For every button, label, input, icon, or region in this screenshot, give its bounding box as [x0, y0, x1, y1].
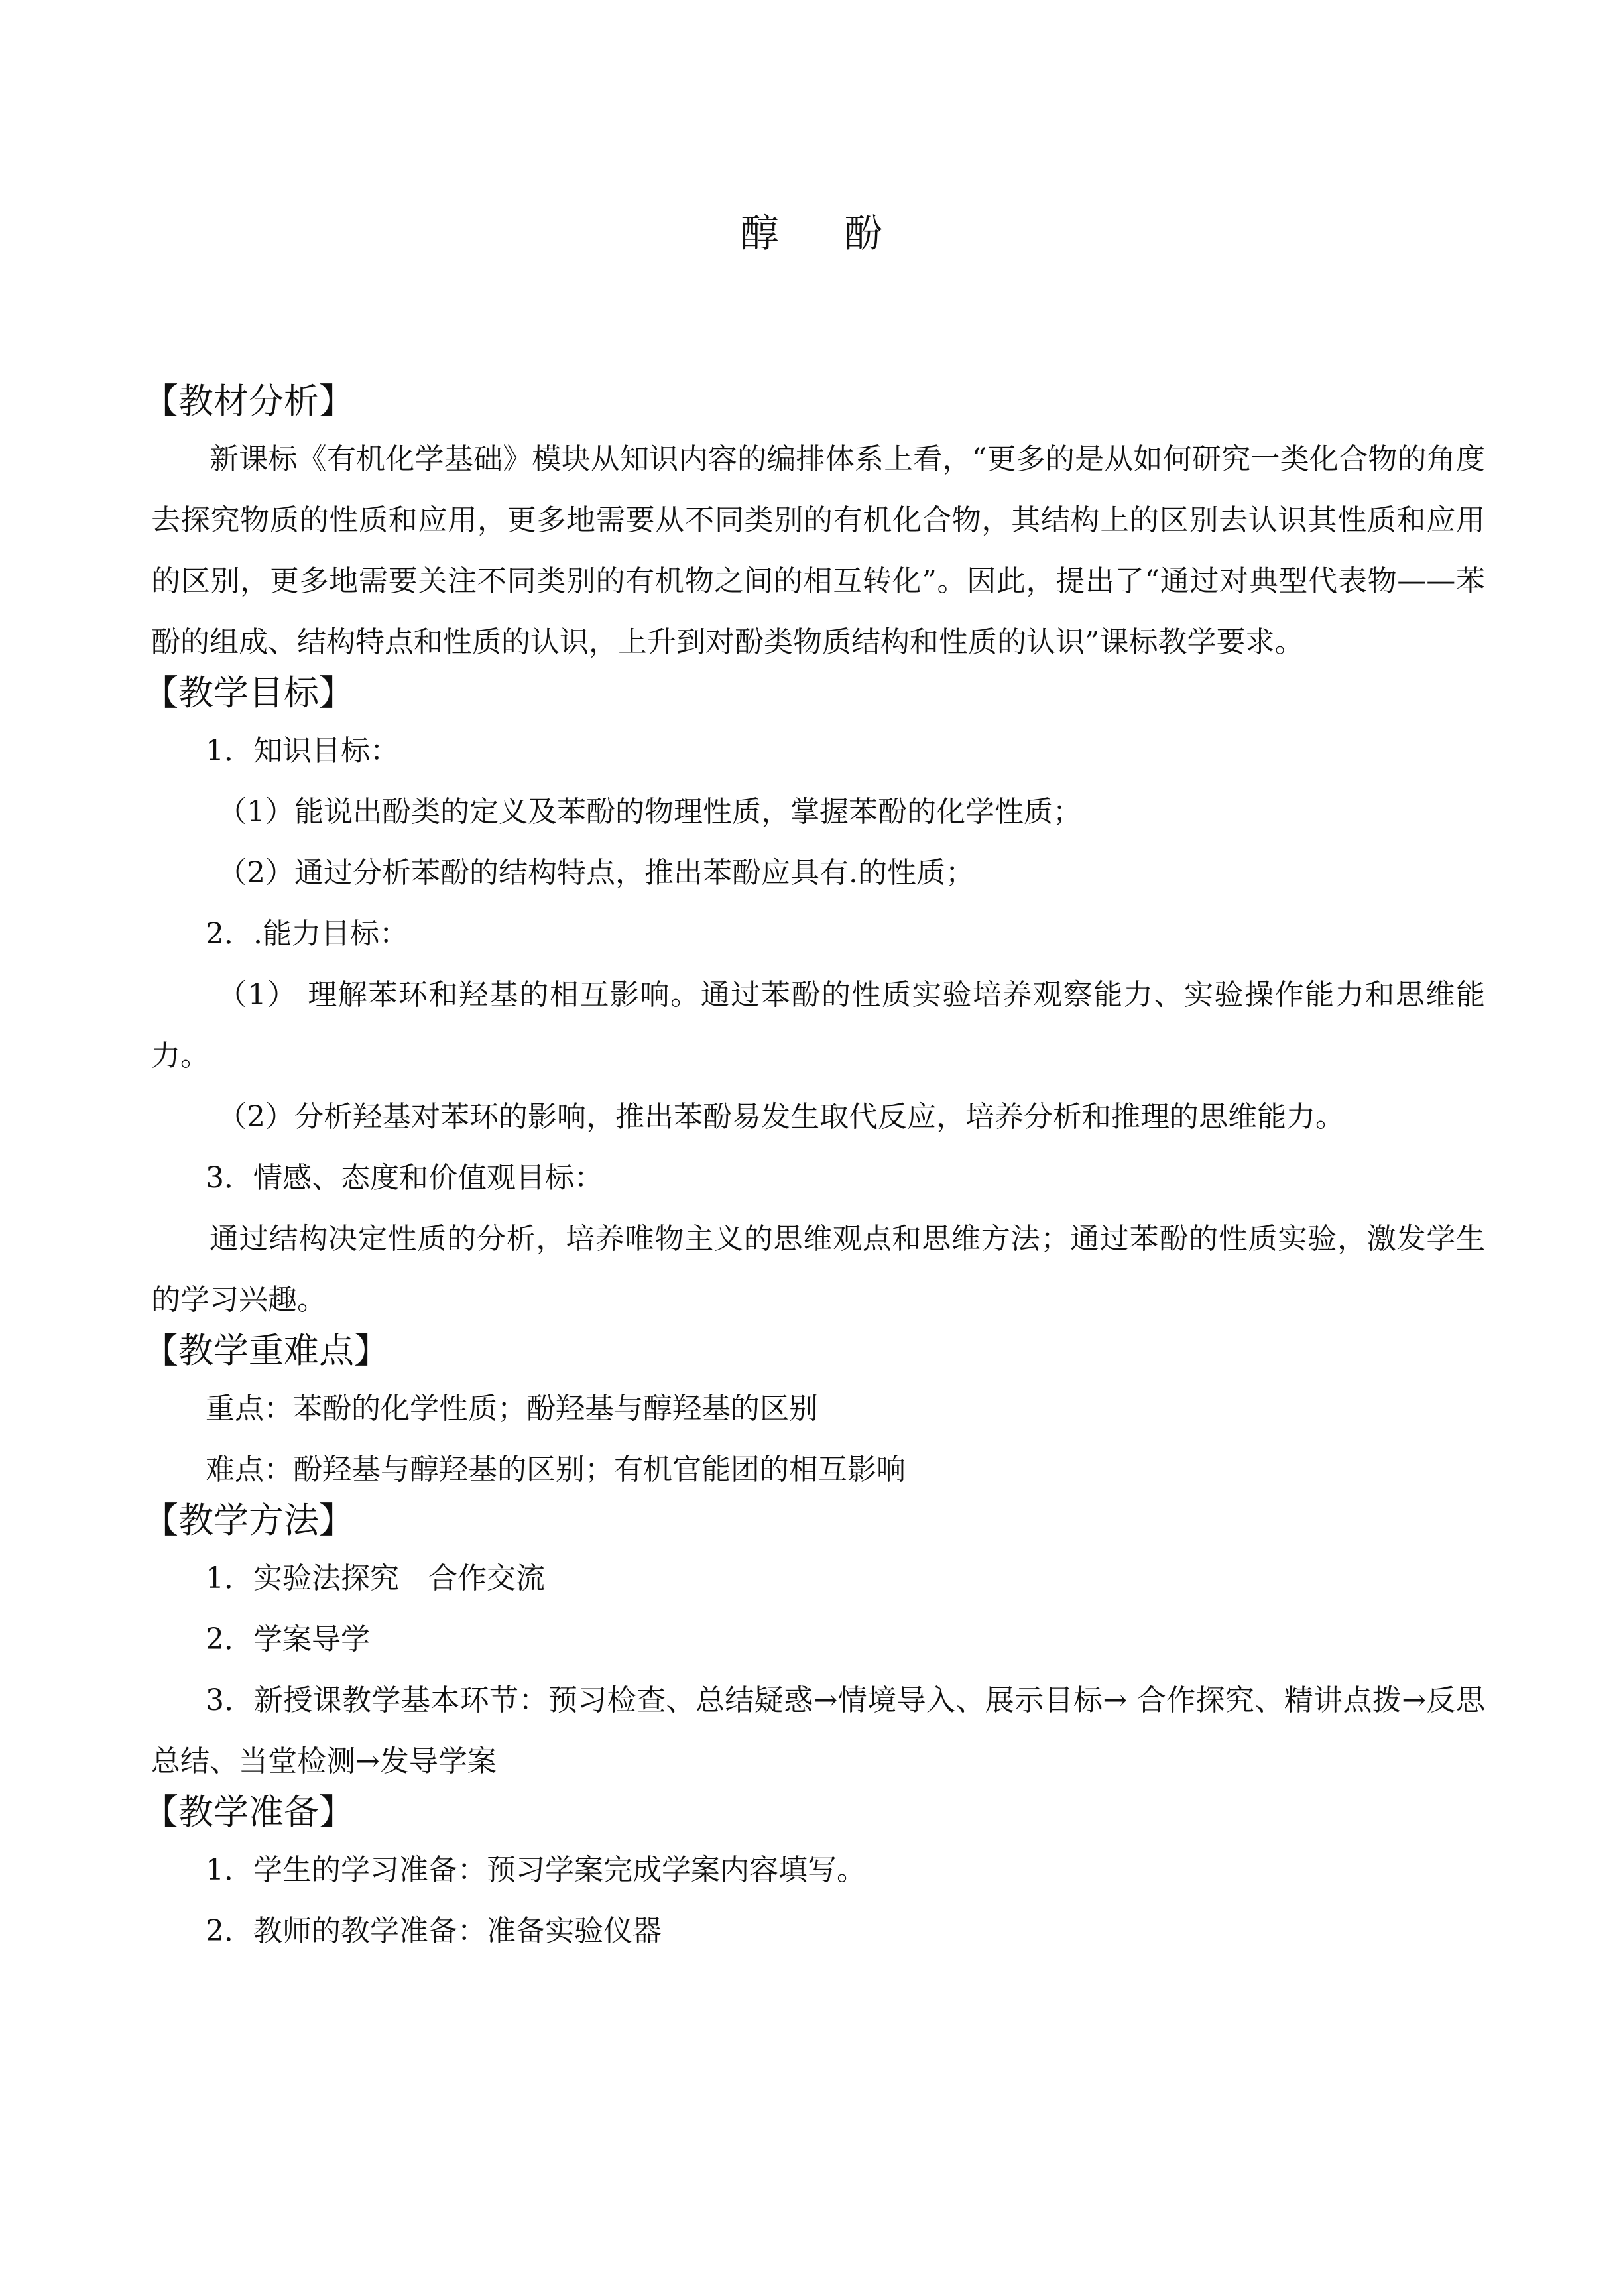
section-teaching-prep	[143, 1792, 1485, 1962]
emotion-goal-title: 3．情感、态度和价值观目标：	[206, 1161, 603, 1195]
knowledge-goal-1: （1）能说出酚类的定义及苯酚的物理性质，掌握苯酚的化学性质；	[217, 795, 1082, 829]
difficult-point: 难点：酚羟基与醇羟基的区别；有机官能团的相互影响	[206, 1453, 906, 1486]
heading-teaching-prep: 【教学准备】	[143, 1792, 354, 1833]
section-material-analysis	[143, 381, 1486, 673]
ability-goal-1: （1） 理解苯环和羟基的相互影响。通过苯酚的性质实验培养观察能力、实验操作能力和思维能力。	[151, 978, 1485, 1073]
heading-teaching-goals: 【教学目标】	[143, 673, 354, 713]
section-teaching-methods	[143, 1500, 1485, 1792]
ability-goal-2: （2）分析羟基对苯环的影响，推出苯酚易发生取代反应，培养分析和推理的思维能力。	[217, 1100, 1345, 1134]
emotion-goal-1: 通过结构决定性质的分析，培养唯物主义的思维观点和思维方法；通过苯酚的性质实验，激发学生的学习兴趣。	[151, 1222, 1485, 1317]
ability-goal-title: 2．.能力目标：	[206, 917, 408, 951]
document-body	[143, 381, 1486, 1962]
key-point: 重点：苯酚的化学性质；酚羟基与醇羟基的区别	[206, 1392, 818, 1425]
heading-material-analysis: 【教材分析】	[143, 381, 354, 422]
document-title: 醇 酚	[740, 211, 910, 256]
method-1: 1．实验法探究 合作交流	[206, 1561, 545, 1595]
section-key-points	[143, 1331, 1485, 1500]
knowledge-goal-title: 1．知识目标：	[206, 734, 399, 768]
section-teaching-goals	[143, 673, 1485, 1331]
method-3: 3．新授课教学基本环节：预习检查、总结疑惑→情境导入、展示目标→ 合作探究、精讲点拨→反思总结、当堂检测→发导学案	[151, 1683, 1485, 1778]
material-analysis-paragraph: 新课标《有机化学基础》模块从知识内容的编排体系上看，“更多的是从如何研究一类化合物的角度去探究物质的性质和应用，更多地需要从不同类别的有机化合物，其结构上的区别去认识其性质和应用的区别，更多地需要关注不同类别的有机物之间的相互转化”。因此，提出了“通过对典型代表物——苯酚的组成、结构特点和性质的认识，上升到对酚类物质结构和性质的认识”课标教学要求。	[151, 442, 1486, 659]
prep-teacher: 2．教师的教学准备：准备实验仪器	[206, 1914, 662, 1948]
knowledge-goal-2: （2）通过分析苯酚的结构特点，推出苯酚应具有.的性质；	[217, 856, 975, 890]
method-2: 2．学案导学	[206, 1622, 370, 1656]
heading-teaching-methods: 【教学方法】	[143, 1500, 354, 1541]
prep-student: 1．学生的学习准备：预习学案完成学案内容填写。	[206, 1853, 866, 1887]
heading-key-points: 【教学重难点】	[143, 1331, 389, 1371]
